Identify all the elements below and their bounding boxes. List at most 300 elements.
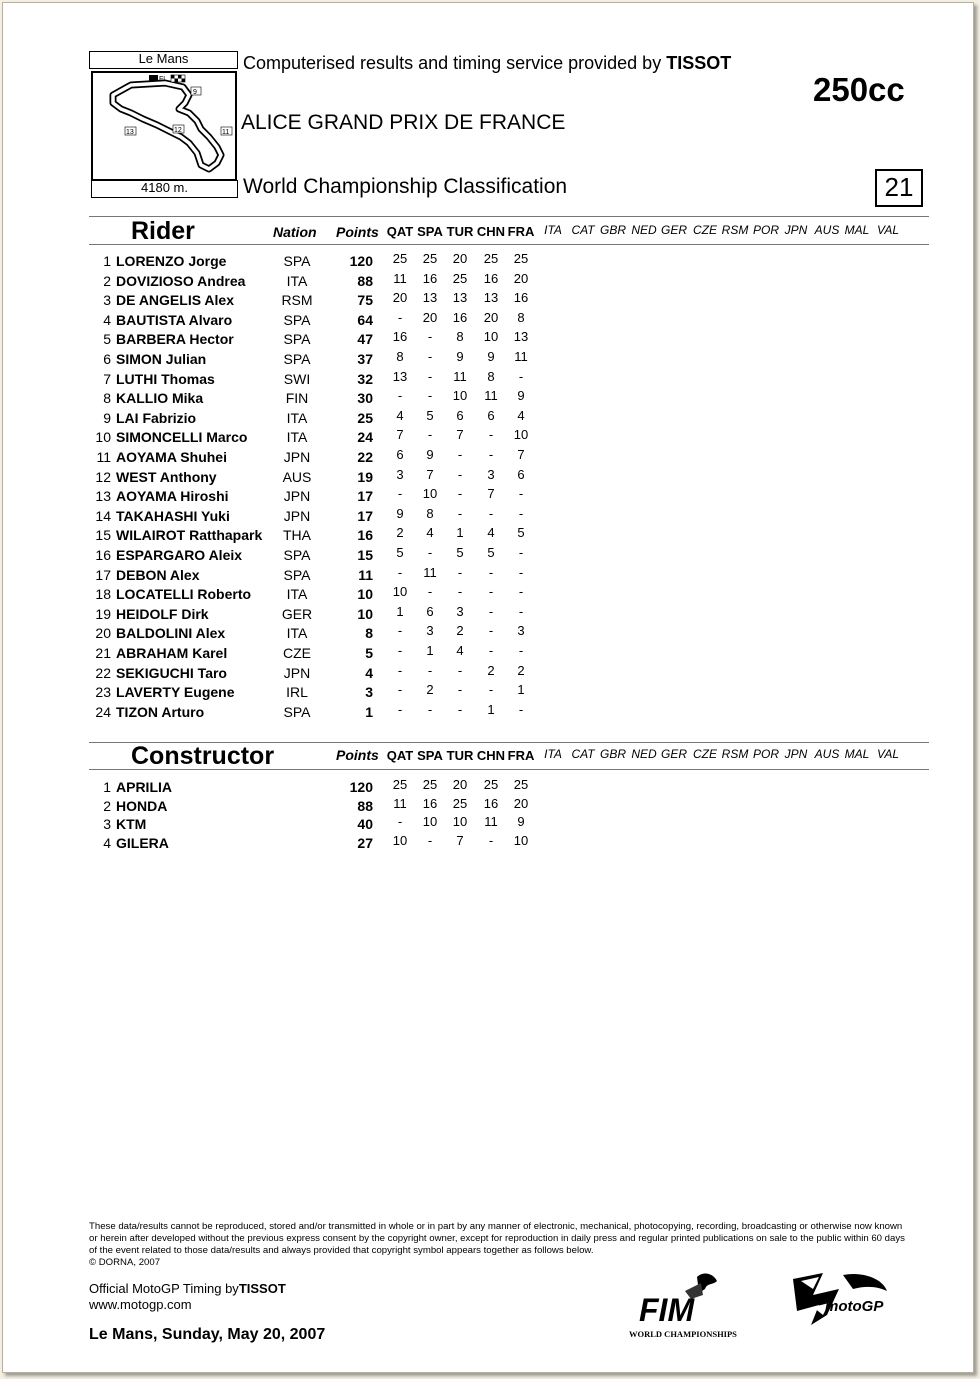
race-score: 7 — [456, 427, 464, 443]
rider-name: LUTHI Thomas — [116, 370, 215, 387]
race-score: 9 — [487, 349, 495, 364]
position: 1 — [103, 253, 111, 269]
points: 3 — [365, 684, 373, 701]
points: 15 — [357, 547, 373, 563]
rider-name: BALDOLINI Alex — [116, 625, 226, 642]
race-score: 6 — [396, 447, 404, 462]
rider-col-tur: TUR — [446, 224, 474, 239]
points: 64 — [357, 311, 373, 328]
race-score: 20 — [483, 309, 499, 325]
race-score: - — [518, 701, 524, 717]
rider-col-ger: GER — [660, 223, 687, 237]
rider-col-rsm: RSM — [721, 223, 749, 237]
race-score: 20 — [513, 795, 529, 811]
points: 11 — [358, 566, 373, 583]
race-score: 25 — [483, 777, 499, 792]
race-score: 9 — [426, 447, 434, 462]
race-score: 13 — [452, 290, 468, 306]
nation: SPA — [283, 547, 311, 563]
race-score: - — [427, 662, 433, 678]
website-link[interactable]: www.motogp.com — [89, 1297, 192, 1312]
race-score: - — [457, 505, 463, 521]
rider-col-mal: MAL — [844, 223, 870, 237]
race-score: 3 — [396, 466, 404, 482]
rider-col-cat: CAT — [571, 223, 595, 237]
points: 5 — [365, 645, 373, 661]
document-title: World Championship Classification — [243, 175, 568, 198]
rider-col-spa: SPA — [417, 224, 443, 239]
race-score: 10 — [422, 814, 438, 829]
race-score: 1 — [487, 701, 495, 717]
race-score: - — [427, 388, 433, 404]
rider-name: LAVERTY Eugene — [116, 684, 235, 701]
race-score: 20 — [452, 777, 468, 792]
race-score: 9 — [517, 814, 525, 829]
race-score: 11 — [393, 270, 407, 286]
constructor-col-qat: QAT — [386, 748, 414, 763]
race-score: 7 — [396, 427, 404, 443]
table-row — [3, 701, 973, 724]
race-score: 7 — [487, 486, 495, 502]
points: 120 — [349, 253, 373, 269]
constructor-header-bottom-rule — [89, 769, 929, 770]
constructor-col-tur: TUR — [446, 748, 474, 763]
position: 20 — [95, 625, 111, 642]
race-score: 20 — [422, 309, 438, 325]
race-score: - — [427, 701, 433, 717]
provider-brand: TISSOT — [666, 53, 732, 73]
race-score: 25 — [483, 251, 499, 266]
position: 2 — [103, 797, 111, 814]
race-score: - — [488, 505, 494, 521]
race-score: - — [488, 584, 494, 600]
position: 11 — [96, 449, 111, 465]
constructor-col-cat: CAT — [571, 747, 595, 761]
race-score: 8 — [426, 505, 434, 521]
nation: SPA — [283, 351, 311, 367]
race-score: 6 — [426, 603, 434, 619]
race-score: 10 — [392, 832, 408, 848]
nation: RSM — [281, 292, 313, 309]
rider-name: DE ANGELIS Alex — [116, 292, 234, 309]
motogp-logo-icon — [783, 1269, 893, 1335]
rider-col-por: POR — [752, 223, 779, 237]
rider-name: AOYAMA Hiroshi — [116, 488, 229, 505]
nation: SPA — [283, 253, 311, 269]
points: 17 — [357, 507, 373, 524]
constructor-col-spa: SPA — [417, 748, 443, 763]
race-score: 11 — [514, 349, 528, 364]
nation: ITA — [286, 272, 308, 289]
race-score: 10 — [452, 814, 468, 829]
race-score: 7 — [517, 447, 525, 462]
points: 30 — [357, 390, 373, 407]
race-score: 9 — [456, 349, 464, 364]
race-score: 2 — [517, 662, 525, 678]
rider-col-qat: QAT — [386, 224, 414, 239]
race-score: 25 — [422, 251, 438, 266]
position: 15 — [95, 527, 111, 544]
race-score: - — [488, 427, 494, 443]
rider-name: WILAIROT Ratthapark — [116, 527, 263, 544]
race-score: 16 — [483, 795, 499, 811]
race-score: - — [518, 584, 524, 600]
race-score: 5 — [487, 545, 495, 560]
rider-header-top-rule — [89, 216, 929, 217]
nation-column-header: Nation — [273, 224, 317, 240]
position: 21 — [95, 645, 111, 661]
race-score: 5 — [426, 407, 434, 423]
race-score: - — [397, 309, 403, 325]
nation: AUS — [282, 468, 312, 485]
points: 10 — [357, 605, 373, 622]
constructor-col-val: VAL — [876, 747, 900, 761]
race-score: 3 — [517, 623, 525, 639]
constructor-col-chn: CHN — [476, 748, 506, 763]
position: 4 — [103, 834, 111, 851]
race-score: - — [488, 447, 494, 462]
race-score: 16 — [422, 795, 438, 811]
motogp-logo — [783, 1269, 893, 1335]
race-score: 6 — [517, 466, 525, 482]
map-label-1: 9 — [193, 89, 197, 96]
race-score: - — [457, 682, 463, 698]
position: 3 — [103, 816, 111, 832]
rider-col-jpn: JPN — [784, 223, 808, 237]
nation: SPA — [283, 566, 311, 583]
race-score: - — [488, 643, 494, 658]
race-score: 8 — [487, 368, 495, 384]
race-score: - — [488, 832, 494, 848]
fim-text: FIM — [639, 1292, 695, 1328]
event-title: ALICE GRAND PRIX DE FRANCE — [241, 111, 566, 134]
nation: ITA — [286, 586, 308, 603]
race-score: 25 — [392, 251, 408, 266]
race-score: 11 — [423, 564, 437, 580]
points: 10 — [357, 586, 373, 603]
provider-line — [243, 53, 731, 74]
race-score: 8 — [517, 309, 525, 325]
race-score: - — [397, 623, 403, 639]
rider-name: TIZON Arturo — [116, 703, 205, 720]
race-score: - — [518, 368, 524, 384]
nation: ITA — [286, 409, 308, 426]
race-score: 11 — [484, 388, 498, 404]
nation: SPA — [283, 703, 311, 720]
race-score: - — [427, 329, 433, 345]
race-score: 2 — [487, 662, 495, 678]
map-label-4: 11 — [222, 129, 230, 136]
race-score: 6 — [456, 407, 464, 423]
race-score: 3 — [456, 603, 464, 619]
rider-name: TAKAHASHI Yuki — [116, 507, 230, 524]
race-score: 2 — [456, 623, 464, 639]
race-score: 10 — [513, 427, 529, 443]
circuit-name-box — [89, 51, 238, 69]
race-score: 13 — [422, 290, 438, 306]
rider-col-gbr: GBR — [599, 223, 626, 237]
position: 5 — [103, 331, 111, 348]
race-score: 13 — [483, 290, 499, 306]
race-score: - — [457, 701, 463, 717]
round-number: 21 — [884, 172, 914, 202]
race-score: 16 — [452, 309, 468, 325]
race-score: - — [457, 564, 463, 580]
points-column-header: Points — [336, 224, 379, 240]
race-score: - — [427, 427, 433, 443]
race-score: - — [518, 545, 524, 560]
points: 22 — [357, 449, 373, 465]
constructor-points-column-header: Points — [336, 747, 379, 763]
race-score: 11 — [453, 368, 467, 384]
constructor-col-rsm: RSM — [721, 747, 749, 761]
rider-name: BAUTISTA Alvaro — [116, 311, 233, 328]
race-score: 1 — [517, 682, 525, 698]
position: 23 — [95, 684, 111, 701]
race-score: - — [397, 564, 403, 580]
rider-name: ABRAHAM Karel — [116, 645, 228, 661]
provider-text: Computerised results and timing service provided by — [243, 53, 662, 73]
race-score: - — [397, 814, 403, 829]
race-score: 10 — [392, 584, 408, 600]
rider-col-ita: ITA — [544, 223, 562, 237]
race-score: 16 — [392, 329, 408, 345]
results-sheet — [2, 2, 974, 1373]
position: 18 — [95, 586, 111, 603]
race-score: 20 — [452, 251, 468, 266]
constructor-name: GILERA — [116, 834, 169, 851]
race-score: 3 — [487, 466, 495, 482]
nation: IRL — [286, 684, 308, 701]
race-score: 4 — [396, 407, 404, 423]
race-score: - — [427, 545, 433, 560]
rider-col-chn: CHN — [476, 224, 506, 239]
race-score: 7 — [456, 832, 464, 848]
rider-col-cze: CZE — [693, 223, 717, 237]
race-score: 25 — [422, 777, 438, 792]
race-score: 11 — [393, 795, 407, 811]
race-score: - — [397, 662, 403, 678]
constructor-col-mal: MAL — [844, 747, 870, 761]
points: 32 — [357, 370, 373, 387]
nation: FIN — [285, 390, 309, 407]
timing-brand: TISSOT — [238, 1281, 286, 1296]
constructor-col-jpn: JPN — [784, 747, 808, 761]
fim-logo-icon — [625, 1269, 755, 1341]
race-score: 16 — [483, 270, 499, 286]
rider-col-ned: NED — [631, 223, 657, 237]
race-score: 10 — [452, 388, 468, 404]
rider-name: BARBERA Hector — [116, 331, 234, 348]
race-score: - — [397, 701, 403, 717]
timing-credit — [89, 1281, 286, 1297]
position: 16 — [95, 547, 111, 563]
points: 40 — [357, 816, 373, 832]
race-score: 5 — [517, 525, 525, 541]
race-score: - — [427, 584, 433, 600]
points: 19 — [357, 468, 373, 485]
nation: SWI — [283, 370, 311, 387]
position: 17 — [95, 566, 111, 583]
constructor-name: HONDA — [116, 797, 168, 814]
position: 19 — [95, 605, 111, 622]
circuit-name: Le Mans — [138, 51, 189, 66]
race-score: - — [457, 662, 463, 678]
points: 27 — [357, 834, 373, 851]
round-number-box — [875, 169, 923, 207]
race-score: 10 — [483, 329, 499, 345]
race-score: 1 — [426, 643, 434, 658]
position: 12 — [95, 468, 111, 485]
race-score: 13 — [513, 329, 529, 345]
rider-col-fra: FRA — [507, 224, 535, 239]
race-score: 9 — [396, 505, 404, 521]
nation: GER — [281, 605, 313, 622]
race-score: 4 — [517, 407, 525, 423]
position: 4 — [103, 311, 111, 328]
rider-name: HEIDOLF Dirk — [116, 605, 209, 622]
nation: ITA — [286, 625, 308, 642]
race-score: - — [518, 643, 524, 658]
race-score: 2 — [426, 682, 434, 698]
race-score: 25 — [452, 270, 468, 286]
points: 25 — [357, 409, 373, 426]
race-score: 25 — [392, 777, 408, 792]
rider-name: DOVIZIOSO Andrea — [116, 272, 246, 289]
position: 22 — [95, 664, 111, 681]
nation: SPA — [283, 331, 311, 348]
race-score: 25 — [452, 795, 468, 811]
race-score: 4 — [426, 525, 434, 541]
nation: THA — [283, 527, 311, 544]
nation: JPN — [283, 664, 311, 681]
position: 8 — [103, 390, 111, 407]
position: 2 — [103, 272, 111, 289]
position: 14 — [95, 507, 111, 524]
map-label-2: 12 — [174, 127, 182, 134]
points: 88 — [357, 797, 373, 814]
race-score: - — [427, 368, 433, 384]
position: 1 — [103, 779, 111, 795]
race-score: - — [457, 447, 463, 462]
rider-name: LAI Fabrizio — [116, 409, 197, 426]
race-score: 8 — [456, 329, 464, 345]
position: 7 — [103, 370, 111, 387]
track-layout-icon — [93, 73, 235, 179]
race-score: 3 — [426, 623, 434, 639]
rider-name: LOCATELLI Roberto — [116, 586, 252, 603]
constructor-col-aus: AUS — [814, 747, 840, 761]
race-score: - — [518, 505, 524, 521]
race-score: 10 — [513, 832, 529, 848]
race-score: - — [488, 623, 494, 639]
race-score: - — [457, 486, 463, 502]
race-score: 6 — [487, 407, 495, 423]
race-score: - — [397, 388, 403, 404]
race-score: 1 — [456, 525, 464, 541]
race-score: 9 — [517, 388, 525, 404]
race-score: 5 — [396, 545, 404, 560]
nation: JPN — [283, 507, 311, 524]
nation: ITA — [286, 429, 308, 446]
race-score: 4 — [487, 525, 495, 541]
constructor-name: KTM — [116, 816, 147, 832]
nation: SPA — [283, 311, 311, 328]
constructor-col-gbr: GBR — [599, 747, 626, 761]
race-score: - — [488, 603, 494, 619]
map-fl-label: FL — [159, 76, 168, 83]
circuit-length: 4180 m. — [141, 180, 188, 195]
position: 6 — [103, 351, 111, 367]
race-score: 25 — [513, 251, 529, 266]
race-score: - — [457, 584, 463, 600]
points: 16 — [357, 527, 373, 544]
map-label-3: 13 — [126, 129, 134, 136]
timing-text: Official MotoGP Timing by — [89, 1281, 239, 1296]
dorna-copyright: © DORNA, 2007 — [89, 1257, 161, 1268]
rider-name: WEST Anthony — [116, 468, 217, 485]
race-score: 16 — [422, 270, 438, 286]
constructor-col-cze: CZE — [693, 747, 717, 761]
points: 24 — [357, 429, 373, 446]
race-score: 2 — [396, 525, 404, 541]
points: 37 — [357, 351, 373, 367]
race-score: - — [397, 486, 403, 502]
nation: JPN — [283, 449, 311, 465]
race-score: 11 — [484, 814, 498, 829]
race-score: 13 — [392, 368, 408, 384]
rider-name: ESPARGARO Aleix — [116, 547, 243, 563]
copyright-notice: These data/results cannot be reproduced, stored and/or transmitted in whole or in part by any manner of electronic, mechanical, photocopying, recording, broadcasting or otherwise now known or herein after developed without the previous express consent by the copyright owner, except for reproduction in daily press and regular printed publications on sale to the public within 60 days of the event related to those data/results and always provided that copyright symbol appears together as follows below. — [89, 1221, 905, 1256]
race-score: - — [518, 486, 524, 502]
race-score: - — [397, 643, 403, 658]
constructor-name: APRILIA — [116, 779, 172, 795]
race-score: - — [488, 564, 494, 580]
race-score: 4 — [456, 643, 464, 658]
race-score: 1 — [396, 603, 404, 619]
nation: JPN — [283, 488, 311, 505]
rider-name: SIMON Julian — [116, 351, 207, 367]
constructor-col-por: POR — [752, 747, 779, 761]
rider-name: DEBON Alex — [116, 566, 200, 583]
rider-header-bottom-rule — [89, 244, 929, 245]
constructor-col-ita: ITA — [544, 747, 562, 761]
points: 8 — [365, 625, 373, 642]
points: 120 — [349, 779, 373, 795]
points: 17 — [357, 488, 373, 505]
position: 3 — [103, 292, 111, 309]
category-label: 250cc — [813, 71, 905, 108]
fim-logo — [625, 1269, 755, 1341]
race-score: 25 — [513, 777, 529, 792]
position: 24 — [95, 703, 111, 720]
race-score: - — [488, 682, 494, 698]
constructor-col-ned: NED — [631, 747, 657, 761]
rider-name: SIMONCELLI Marco — [116, 429, 248, 446]
rider-name: KALLIO Mika — [116, 390, 204, 407]
position: 9 — [103, 409, 111, 426]
rider-col-aus: AUS — [814, 223, 840, 237]
race-score: - — [457, 466, 463, 482]
rider-name: AOYAMA Shuhei — [116, 449, 227, 465]
points: 1 — [365, 703, 373, 720]
race-score: - — [397, 682, 403, 698]
position: 10 — [95, 429, 111, 446]
race-score: 5 — [456, 545, 464, 560]
constructor-col-fra: FRA — [507, 748, 535, 763]
points: 47 — [357, 331, 373, 348]
rider-name: SEKIGUCHI Taro — [116, 664, 227, 681]
